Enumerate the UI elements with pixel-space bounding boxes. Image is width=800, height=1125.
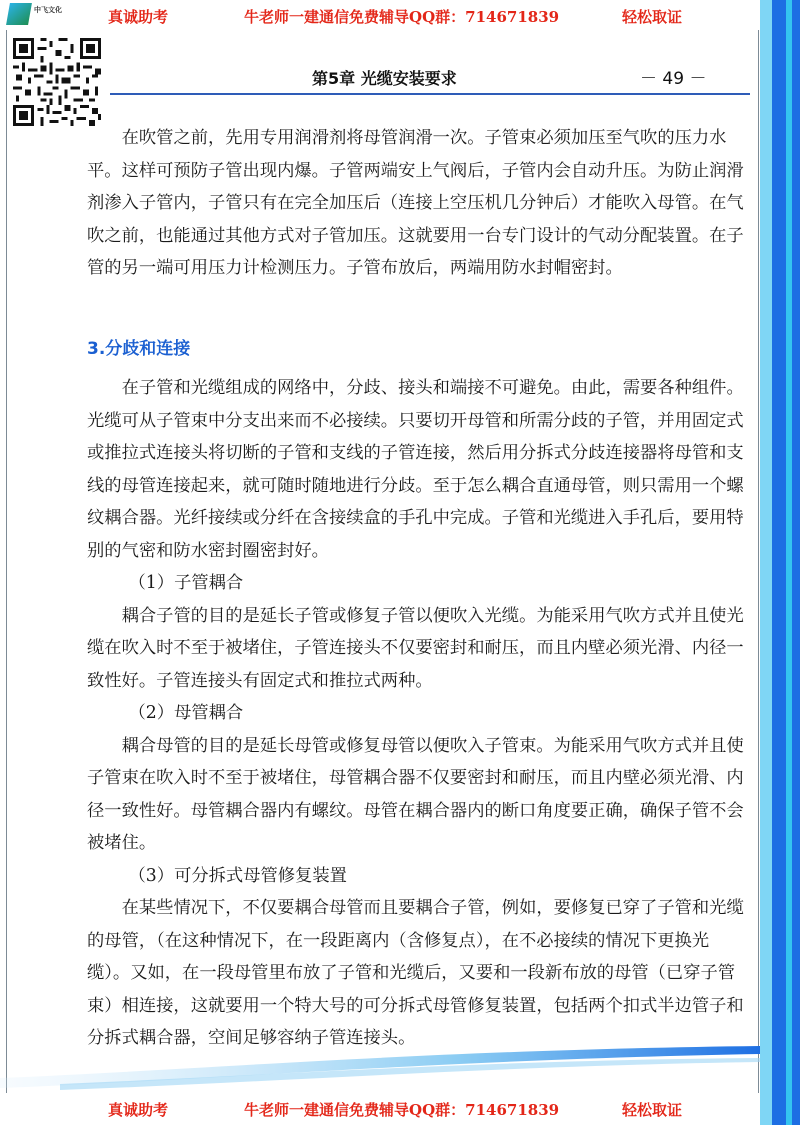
paragraph: 在子管和光缆组成的网络中，分歧、接头和端接不可避免。由此，需要各种组件。光缆可从子管束中分支出来而不必接续。只要切开母管和所需分歧的子管，并用固定式或推拉式连接头将切断的子管和支线的子管连接，然后用分拆式分歧连接器将母管和支线的母管连接起来，就可随时随地进行分歧。至于怎么耦合直通母管，则只需用一个螺纹耦合器。光纤接续或分纤在含接续盒的手孔中完成。子管和光缆进入手孔后，要用特别的气密和防水密封圈密封好。 xyxy=(87,378,744,561)
banner-slogan-right: 轻松取证 xyxy=(622,1101,683,1119)
bottom-banner xyxy=(0,1093,760,1123)
banner-slogan-left: 真诚助考 xyxy=(108,1101,169,1119)
top-banner xyxy=(0,0,760,30)
subheading: （1）子管耦合 xyxy=(128,573,244,593)
header-rule xyxy=(110,93,750,95)
logo-text xyxy=(34,5,62,15)
decorative-stripe-light xyxy=(760,0,772,1125)
paragraph: 耦合母管的目的是延长母管或修复母管以便吹入子管束。为能采用气吹方式并且使子管束在吹入时不至于被堵住，母管耦合器不仅要密封和耐压，而且内壁必须光滑、内径一致性好。母管耦合器内有螺纹。母管在耦合器内的断口角度要正确，确保子管不会被堵住。 xyxy=(87,735,744,853)
section-body xyxy=(87,372,749,1055)
banner-slogan-left: 真诚助考 xyxy=(108,8,169,26)
banner-qq-group: 牛老师一建通信免费辅导QQ群：714671839 xyxy=(244,1101,560,1119)
paragraph: 在吹管之前，先用专用润滑剂将母管润滑一次。子管束必须加压至气吹的压力水平。这样可预防子管出现内爆。子管两端安上气阀后，子管内会自动升压。为防止润滑剂渗入子管内，子管只有在完全加压后（连接上空压机几分钟后）才能吹入母管。在气吹之前，也能通过其他方式对子管加压。这就要用一台专门设计的气动分配装置。在子管的另一端可用压力计检测压力。子管布放后，两端用防水封帽密封。 xyxy=(87,128,744,278)
logo-line1: 中飞文化 xyxy=(34,6,62,14)
chapter-title: 第5章 光缆安装要求 xyxy=(312,69,457,88)
intro-paragraph-block xyxy=(87,122,749,285)
logo-icon xyxy=(6,3,32,25)
qr-code-icon[interactable] xyxy=(12,38,102,126)
publisher-logo xyxy=(8,3,78,27)
decorative-wave xyxy=(0,1040,760,1095)
subheading: （3）可分拆式母管修复装置 xyxy=(128,865,347,886)
page-border-right xyxy=(758,20,759,1105)
decorative-stripe-cyan xyxy=(786,0,792,1125)
page-border-left xyxy=(6,20,7,1105)
banner-qq-group: 牛老师一建通信免费辅导QQ群：714671839 xyxy=(244,8,560,26)
page-number: － 49 － xyxy=(640,69,707,89)
paragraph: 在某些情况下，不仅要耦合母管而且要耦合子管，例如，要修复已穿了子管和光缆的母管，（在这种情况下，在一段距离内（含修复点），在不必接续的情况下更换光缆）。又如，在一段母管里布放了子管和光缆后，又要和一段新布放的母管（已穿子管束）相连接，这就要用一个特大号的可分拆式母管修复装置，包括两个扣式半边管子和分拆式耦合器，空间足够容纳子管连接头。 xyxy=(87,898,744,1048)
section-heading: 3.分歧和连接 xyxy=(87,339,191,359)
banner-slogan-right: 轻松取证 xyxy=(622,8,683,26)
subheading: （2）母管耦合 xyxy=(128,703,244,723)
paragraph: 耦合子管的目的是延长子管或修复子管以便吹入光缆。为能采用气吹方式并且使光缆在吹入时不至于被堵住，子管连接头不仅要密封和耐压，而且内壁必须光滑、内径一致性好。子管连接头有固定式和推拉式两种。 xyxy=(87,605,744,691)
